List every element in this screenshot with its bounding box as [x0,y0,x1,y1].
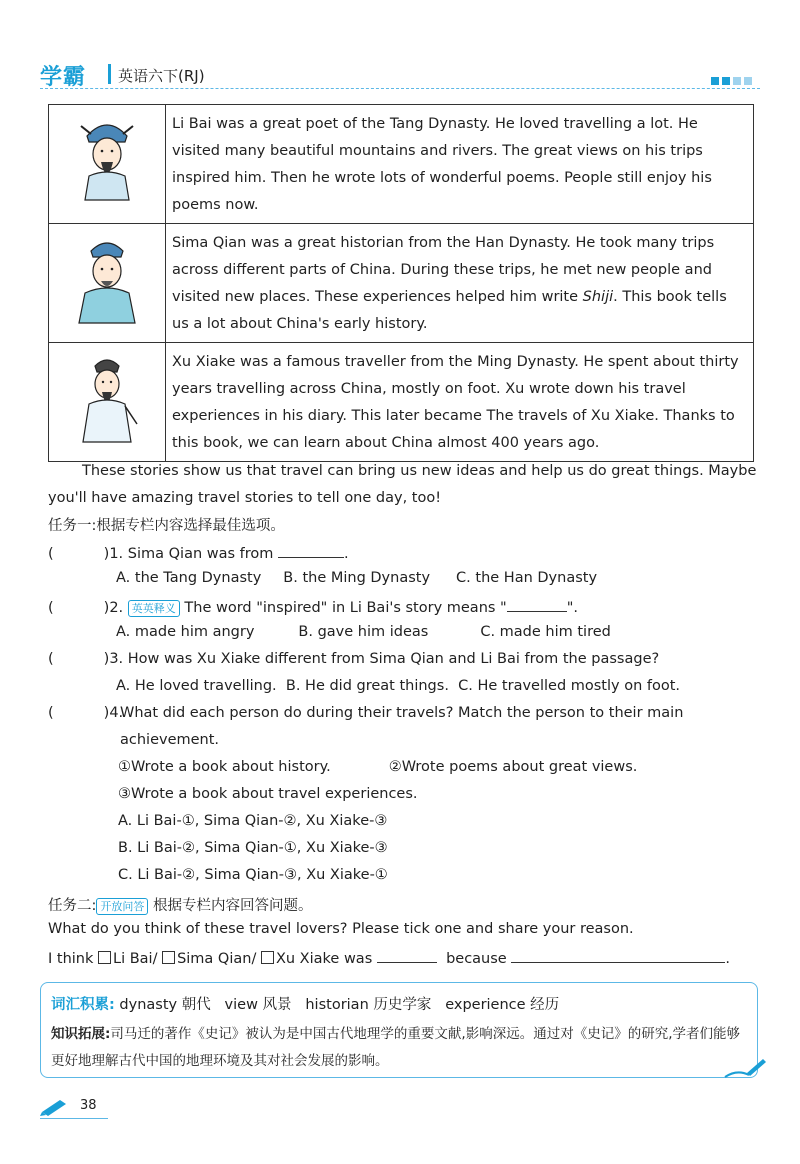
fill-blank[interactable] [507,597,567,612]
option-a[interactable]: A. He loved travelling. [116,678,277,694]
sentence-end: . [725,951,730,967]
match-item-2: ②Wrote poems about great views. [388,759,638,775]
option-c[interactable]: C. Li Bai-②, Sima Qian-③, Xu Xiake-① [118,867,388,883]
answer-paren-open: ( [48,705,54,721]
question-stem: How was Xu Xiake different from Sima Qian and Li Bai from the passage? [127,651,660,667]
footer-rule [40,1118,108,1119]
li-bai-portrait-icon [49,105,166,224]
question-stem: Sima Qian was from [127,546,274,562]
option-c[interactable]: C. the Han Dynasty [456,570,598,586]
question-type-tag: 开放问答 [96,898,148,915]
story-text-part: Sima Qian was a great historian from the Han Dynasty. He took many trips across different parts of China. During these trips, he met new people and visited new places. These experiences helped him write [172,235,715,305]
task2-instruction: 根据专栏内容回答问题。 [153,898,313,914]
task1-title: 任务一:根据专栏内容选择最佳选项。 [48,518,285,534]
option-a[interactable]: A. the Tang Dynasty [116,570,262,586]
option-b[interactable]: B. gave him ideas [298,624,429,640]
story-text-part: . This book tells us a lot about China's early history. [172,289,727,332]
story-row-li-bai [49,105,754,224]
option-li-bai: Li Bai/ [113,951,158,967]
header-rule [40,88,760,89]
question-end: . [344,546,349,562]
fill-blank[interactable] [278,543,344,558]
checkbox-xu-xiake[interactable] [261,951,274,964]
story-text-li-bai: Li Bai was a great poet of the Tang Dynasty. He loved travelling a lot. He visited many beautiful mountains and rivers. The great views on his trips inspired him. Then he wrote lots of wonderful poems. People still enjoy his poems now. [166,105,754,224]
task2-question: What do you think of these travel lovers? Please tick one and share your reason. [48,921,634,937]
fill-blank[interactable] [377,948,437,963]
match-item-1: ①Wrote a book about history. [118,759,331,775]
story-row-sima-qian [49,224,754,343]
question-4-items [118,759,637,775]
option-c[interactable]: C. He travelled mostly on foot. [458,678,681,694]
option-a[interactable]: A. made him angry [116,624,255,640]
conclusion-paragraph: These stories show us that travel can bring us new ideas and help us do great things. Maybe you'll have amazing travel stories to tell one day, too! [48,463,757,506]
header-decoration [708,70,752,89]
stories-table [48,104,754,462]
option-b[interactable]: B. the Ming Dynasty [283,570,431,586]
question-number: )1. [103,546,124,562]
checkbox-sima-qian[interactable] [162,951,175,964]
vocab-line [51,993,559,1014]
option-a[interactable]: A. Li Bai-①, Sima Qian-②, Xu Xiake-③ [118,813,388,829]
answer-paren-open: ( [48,546,54,562]
answer-prefix: I think [48,951,94,967]
header-divider [108,64,111,84]
reason-blank[interactable] [511,948,725,963]
question-stem: The word "inspired" in Li Bai's story means " [184,600,507,616]
knowledge-extension [51,1021,741,1075]
extension-text: 司马迁的著作《史记》被认为是中国古代地理学的重要文献,影响深远。通过对《史记》的研究,学者们能够更好地理解古代中国的地理环境及其对社会发展的影响。 [51,1026,740,1069]
task2-answer-line [48,948,730,967]
question-number: )4. [103,705,124,721]
question-3 [48,651,659,667]
pencil-icon [40,1098,70,1120]
checkbox-li-bai[interactable] [98,951,111,964]
because-label: because [446,951,507,967]
option-c[interactable]: C. made him tired [480,624,611,640]
story-text-xu-xiake: Xu Xiake was a famous traveller from the Ming Dynasty. He spent about thirty years travelling across China, mostly on foot. Xu wrote down his travel experiences in his diary. This later became The travels of Xu Xiake. Thanks to this book, we can learn about China almost 400 years ago. [166,343,754,462]
question-1-options [116,570,597,586]
question-4 [48,705,123,721]
option-b[interactable]: B. Li Bai-②, Sima Qian-①, Xu Xiake-③ [118,840,388,856]
question-end: ". [566,600,578,616]
story-text-sima-qian [166,224,754,343]
option-sima-qian: Sima Qian/ [177,951,257,967]
extension-label: 知识拓展: [51,1026,111,1042]
xu-xiake-portrait-icon [49,343,166,462]
question-type-tag: 英英释义 [128,600,180,617]
task2-title [48,894,313,915]
pen-icon [723,1057,767,1085]
question-number: )2. [103,600,124,616]
question-3-options [116,678,680,694]
book-title: 英语六下(RJ) [118,67,205,85]
question-4-stem: What did each person do during their travels? Match the person to their main achievement. [120,705,684,748]
question-number: )3. [103,651,124,667]
match-item-3: ③Wrote a book about travel experiences. [118,786,418,802]
question-2-options [116,624,611,640]
brand-logo: 学霸 [40,65,87,90]
question-1 [48,543,349,562]
page-header [40,50,760,90]
option-xu-xiake: Xu Xiake was [275,951,373,967]
vocabulary-box [40,982,758,1078]
book-title-shiji: Shiji [582,289,614,305]
sima-qian-portrait-icon [49,224,166,343]
question-2 [48,597,578,617]
page-number: 38 [80,1098,97,1113]
task2-prefix: 任务二: [48,898,97,914]
story-row-xu-xiake [49,343,754,462]
answer-paren-open: ( [48,600,54,616]
option-b[interactable]: B. He did great things. [285,678,449,694]
vocab-label: 词汇积累: [51,997,115,1013]
answer-paren-open: ( [48,651,54,667]
vocab-items: dynasty 朝代 view 风景 historian 历史学家 experience 经历 [119,997,560,1013]
